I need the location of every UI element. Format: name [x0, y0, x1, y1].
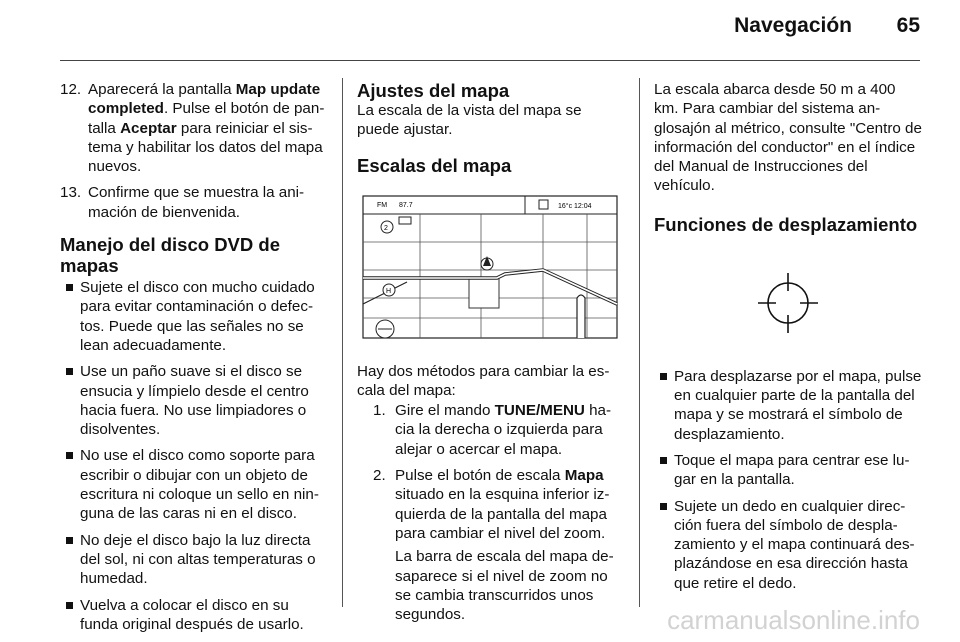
- list-item: [60, 531, 325, 589]
- list-item: [60, 362, 325, 439]
- bullet-icon: [660, 457, 667, 464]
- svg-text:H: H: [386, 287, 392, 295]
- ui-label: TUNE/MENU: [494, 402, 585, 420]
- bullet-icon: [66, 537, 73, 544]
- method-1: [373, 401, 623, 459]
- column-2: [357, 80, 623, 624]
- step-13: [60, 183, 325, 222]
- scroll-symbol-icon: [728, 253, 848, 353]
- step-text: para reiniciar el sistema y habilitar los datos del mapa nuevos.: [88, 119, 323, 176]
- section-heading-dvd: Manejo del disco DVD de mapas: [60, 234, 280, 277]
- side-road: [577, 295, 585, 338]
- page-number: 65: [896, 14, 920, 37]
- step-number: 13.: [60, 184, 82, 202]
- svg-text:2: 2: [384, 224, 388, 232]
- section-heading-map-settings: Ajustes del mapa: [357, 80, 510, 101]
- list-item-text: Use un paño suave si el disco se ensucia y límpielo desde el centro hacia fuera. No use limpiadores o disolventes.: [80, 363, 309, 439]
- column-divider-2: [639, 78, 640, 607]
- radio-band-text: FM: [377, 201, 388, 209]
- watermark: carmanualsonline.info: [667, 605, 920, 635]
- poi-icon: [399, 217, 411, 224]
- list-item: [60, 278, 325, 355]
- dvd-bullet-list: [60, 278, 325, 634]
- bullet-icon: [66, 452, 73, 459]
- radio-freq-text: 87.7: [399, 201, 413, 209]
- ui-label: Aceptar: [120, 119, 177, 137]
- list-item: [60, 446, 325, 523]
- map-settings-intro: La escala de la vista del mapa se puede ajustar.: [357, 102, 582, 139]
- step-text: Confirme que se muestra la animación de bienvenida.: [88, 184, 305, 221]
- step-number: 12.: [60, 81, 82, 98]
- bullet-icon: [66, 284, 73, 291]
- list-item: [654, 367, 922, 444]
- step-text: . Pulse el botón de pantalla: [88, 100, 325, 137]
- column-divider-1: [342, 78, 343, 607]
- step-text: Gire el mando: [395, 402, 495, 420]
- list-item-text: No use el disco como soporte para escribir o dibujar con un objeto de escritura ni coloque un sello en ninguna de las caras ni en el disco.: [80, 447, 319, 523]
- bullet-icon: [660, 503, 667, 510]
- ui-label: Mapa: [564, 467, 604, 485]
- map-screen-figure: [357, 192, 619, 344]
- section-heading-scroll: Funciones de desplazamiento: [654, 213, 918, 235]
- method-2: [373, 466, 623, 543]
- step-number: 2.: [373, 467, 386, 485]
- step-number: 1.: [373, 402, 386, 420]
- column-3: [654, 80, 922, 600]
- status-text: 16°c 12:04: [558, 202, 592, 210]
- list-item-text: Toque el mapa para centrar ese lugar en la pantalla.: [674, 451, 910, 489]
- methods-intro: Hay dos métodos para cambiar la escala del mapa:: [357, 362, 610, 399]
- list-item-text: Para desplazarse por el mapa, pulse en cualquier parte de la pantalla del mapa y se mostrará el símbolo de desplazamiento.: [674, 367, 922, 443]
- list-item-text: Vuelva a colocar el disco en su funda original después de usarlo.: [80, 596, 304, 633]
- list-item: [60, 596, 325, 635]
- step-text: hacia la derecha o izquierda para alejar o acercar el mapa.: [395, 402, 612, 458]
- scale-range-text: La escala abarca desde 50 m a 400 km. Para cambiar del sistema anglosajón al métrico, consulte "Centro de información del conductor" en el índice del Manual de Instrucciones del vehículo.: [654, 81, 922, 195]
- step-text: situado en la esquina inferior izquierda de la pantalla del mapa para cambiar el nivel del zoom.: [395, 486, 610, 542]
- list-item: [654, 451, 922, 490]
- ui-label: Map update completed: [88, 81, 321, 118]
- subheading-map-scales: Escalas del mapa: [357, 154, 512, 176]
- list-item-text: Sujete un dedo en cualquier dirección fuera del símbolo de desplazamiento y el mapa continuará desplazándose en esa dirección hasta que retire el dedo.: [674, 497, 915, 592]
- list-item-text: No deje el disco bajo la luz directa del sol, ni con altas temperaturas o humedad.: [80, 531, 316, 588]
- list-item-text: Sujete el disco con mucho cuidado para evitar contaminación o defectos. Puede que las señales no se lean adecuadamente.: [80, 279, 315, 354]
- list-item: [654, 497, 922, 593]
- step-text: Pulse el botón de escala: [395, 467, 565, 485]
- bullet-icon: [66, 602, 73, 609]
- method-2-note: La barra de escala del mapa desaparece si el nivel de zoom no se cambia transcurridos unos segundos.: [395, 548, 614, 624]
- bullet-icon: [660, 373, 667, 380]
- header-divider: [60, 60, 920, 61]
- header-title: Navegación: [734, 14, 852, 37]
- step-text: Aparecerá la pantalla: [88, 81, 236, 98]
- step-12: [60, 80, 325, 176]
- column-1: [60, 80, 325, 641]
- scroll-bullet-list: [654, 367, 922, 593]
- methods-list: [357, 401, 623, 624]
- bullet-icon: [66, 368, 73, 375]
